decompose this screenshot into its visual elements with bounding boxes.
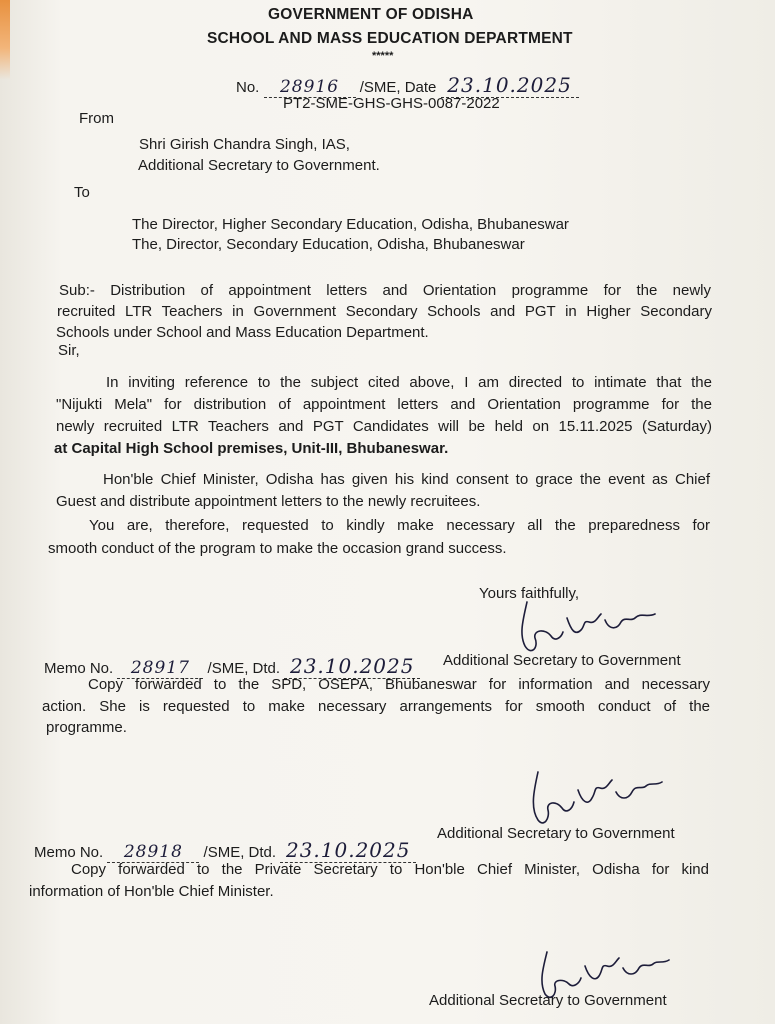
from-label: From <box>79 110 114 127</box>
letter-date-label: /SME, Date <box>359 79 437 96</box>
memo1-date-value: 23.10.2025 <box>284 654 420 679</box>
file-number: PT2-SME-GHS-GHS-0087-2022 <box>283 95 500 112</box>
memo2-number <box>34 838 416 863</box>
header-department: SCHOOL AND MASS EDUCATION DEPARTMENT <box>207 30 573 47</box>
page-edge-stain <box>0 0 10 80</box>
memo2-line-1: Copy forwarded to the Private Secretary to Hon'ble Chief Minister, Odisha for kind <box>71 861 709 878</box>
header-government: GOVERNMENT OF ODISHA <box>268 6 474 23</box>
memo1-no-value: 28917 <box>117 658 203 679</box>
from-name: Shri Girish Chandra Singh, IAS, <box>139 136 350 153</box>
from-designation: Additional Secretary to Government. <box>138 157 380 174</box>
para2-line-1: Hon'ble Chief Minister, Odisha has given his kind consent to grace the event as Chief <box>103 471 710 488</box>
para1-line-3: newly recruited LTR Teachers and PGT Candidates will be held on 15.11.2025 (Saturday) <box>56 418 712 435</box>
memo2-date-value: 23.10.2025 <box>280 838 416 863</box>
memo2-line-2: information of Hon'ble Chief Minister. <box>29 883 274 900</box>
para3-line-2: smooth conduct of the program to make the occasion grand success. <box>48 540 507 557</box>
to-label: To <box>74 184 90 201</box>
memo2-label: Memo No. <box>34 844 104 861</box>
subject-line-2: recruited LTR Teachers in Government Secondary Schools and PGT in Higher Secondary <box>57 303 712 320</box>
memo2-dtd-label: /SME, Dtd. <box>203 844 277 861</box>
letter-no-value: 28916 <box>264 77 356 98</box>
memo1-line-3: programme. <box>46 719 127 736</box>
memo1-designation: Additional Secretary to Government <box>437 825 675 842</box>
to-line-2: The, Director, Secondary Education, Odisha, Bhubaneswar <box>132 236 525 253</box>
letter-date-value: 23.10.2025 <box>441 73 579 98</box>
header-stars: ***** <box>372 50 394 62</box>
para2-line-2: Guest and distribute appointment letters to the newly recruitees. <box>56 493 481 510</box>
memo1-line-1: Copy forwarded to the SPD, OSEPA, Bhubaneswar for information and necessary <box>88 676 710 693</box>
para1-line-1: In inviting reference to the subject cited above, I am directed to intimate that the <box>106 374 712 391</box>
para3-line-1: You are, therefore, requested to kindly make necessary all the preparedness for <box>89 517 710 534</box>
para1-line-2: "Nijukti Mela" for distribution of appointment letters and Orientation programme for the <box>56 396 712 413</box>
subject-line-1: Sub:- Distribution of appointment letters and Orientation programme for the newly <box>59 282 711 299</box>
closing-yours-faithfully: Yours faithfully, <box>479 585 580 602</box>
memo2-designation: Additional Secretary to Government <box>429 992 667 1009</box>
para1-line-4: at Capital High School premises, Unit-III, Bhubaneswar. <box>54 440 449 457</box>
to-line-1: The Director, Higher Secondary Education, Odisha, Bhubaneswar <box>132 216 569 233</box>
salutation: Sir, <box>58 342 80 359</box>
memo1-line-2: action. She is requested to make necessary arrangements for smooth conduct of the <box>42 698 710 715</box>
subject-line-3: Schools under School and Mass Education Department. <box>56 324 429 341</box>
memo2-no-value: 28918 <box>107 842 199 863</box>
memo1-dtd-label: /SME, Dtd. <box>207 660 281 677</box>
letter-no-label: No. <box>236 79 260 96</box>
closing-designation: Additional Secretary to Government <box>443 652 681 669</box>
memo1-label: Memo No. <box>44 660 114 677</box>
